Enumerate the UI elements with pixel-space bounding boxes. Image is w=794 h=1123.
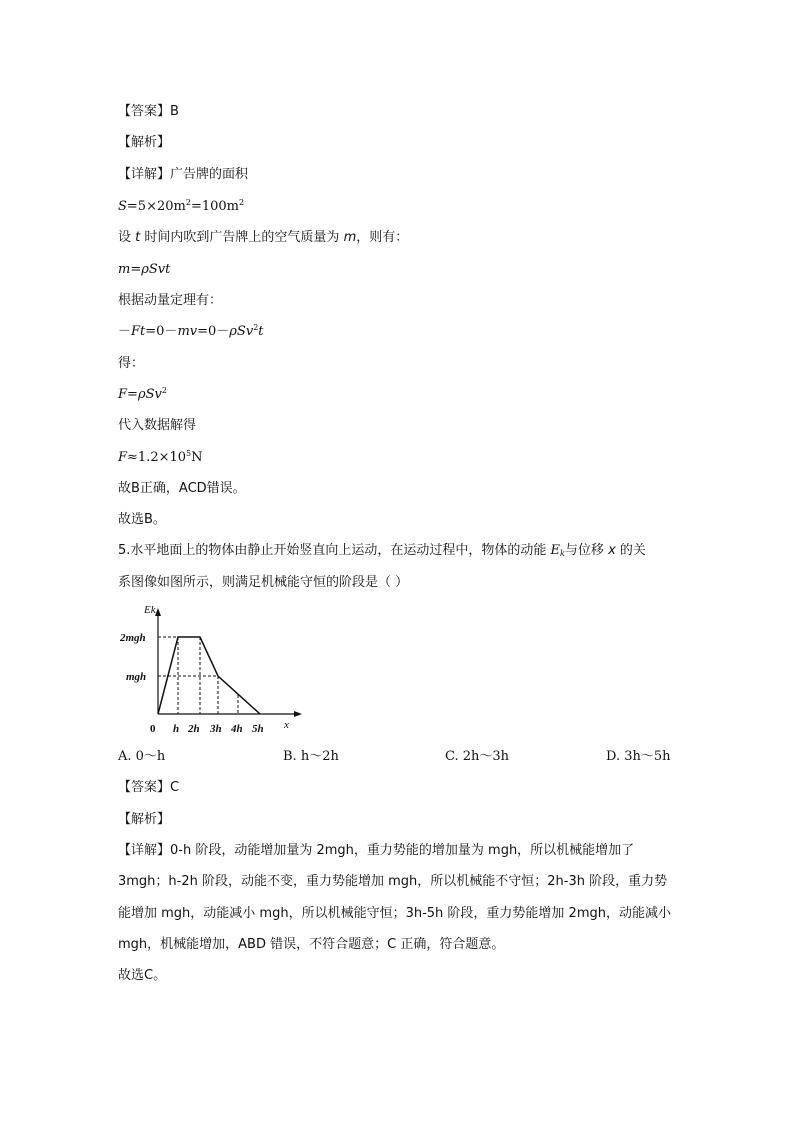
x-tick-2h: 2h <box>188 723 200 735</box>
x-tick-4h: 4h <box>231 723 243 735</box>
q5-choose: 故选C。 <box>118 968 167 983</box>
q4-mass-equation: m=ρSvt <box>118 262 171 277</box>
y-tick-2mgh: 2mgh <box>120 632 146 644</box>
q4-force-value: $F\approx 1.2\times 10^5N$ <box>118 449 203 465</box>
option-b: B. h～2h <box>283 749 339 764</box>
q4-mass-intro: 设 t 时间内吹到广告牌上的空气质量为 m，则有： <box>118 230 409 245</box>
y-axis-label: Ek <box>144 604 156 616</box>
y-axis-arrow-icon <box>155 608 161 616</box>
q5-detail-line4: mgh，机械能增加，ABD 错误，不符合题意；C 正确，符合题意。 <box>118 937 505 952</box>
x-tick-h: h <box>173 723 180 735</box>
q5-analysis-heading: 【解析】 <box>118 812 171 827</box>
x-axis-arrow-icon <box>294 711 302 717</box>
q4-conclusion: 故B正确，ACD错误。 <box>118 481 246 496</box>
x-axis-label: x <box>284 719 289 731</box>
y-tick-mgh: mgh <box>126 671 147 683</box>
x-tick-3h: 3h <box>210 723 222 735</box>
q4-analysis-heading: 【解析】 <box>118 135 171 150</box>
q4-substitute: 代入数据解得 <box>118 418 197 433</box>
q4-force-equation: F=ρSv$^2$ <box>118 386 167 402</box>
q4-impulse-equation: －Ft=0－mv=0－ρSv$^2$t <box>118 323 264 339</box>
q5-stem-line1: 5.水平地面上的物体由静止开始竖直向上运动，在运动过程中，物体的动能 $E_k$与位移 x 的关 <box>118 543 646 558</box>
q4-answer: 【答案】B <box>118 104 179 119</box>
x-tick-0: 0 <box>150 723 156 735</box>
q4-choose: 故选B。 <box>118 512 166 527</box>
q4-detail-text: 广告牌的面积 <box>170 167 249 182</box>
q5-detail-line3: 能增加 mgh，动能减小 mgh，所以机械能守恒；3h-5h 阶段，重力势能增加 2mgh，动能减小 <box>118 906 671 921</box>
x-tick-5h: 5h <box>252 723 264 735</box>
option-a: A. 0～h <box>118 749 166 764</box>
q4-area-equation: $S=5\times 20m^2=100m^2$ <box>118 198 245 214</box>
q5-answer: 【答案】C <box>118 780 180 795</box>
q4-momentum-theorem: 根据动量定理有： <box>118 293 223 308</box>
q5-stem-line2: 系图像如图所示，则满足机械能守恒的阶段是（ ） <box>118 575 409 590</box>
q5-detail-line1: 【详解】0-h 阶段，动能增加量为 2mgh，重力势能的增加量为 mgh，所以机械能增加了 <box>118 843 635 858</box>
dashed-guides <box>158 637 238 714</box>
option-d: D. 3h～5h <box>606 749 671 764</box>
ek-x-graph <box>118 600 308 740</box>
option-c: C. 2h～3h <box>445 749 510 764</box>
q4-detail-tag: 【详解】 <box>118 167 171 182</box>
q4-get: 得： <box>118 356 145 371</box>
q5-detail-line2: 3mgh；h-2h 阶段，动能不变，重力势能增加 mgh，所以机械能不守恒；2h-3h 阶段，重力势 <box>118 874 668 889</box>
q4-detail <box>118 167 248 183</box>
